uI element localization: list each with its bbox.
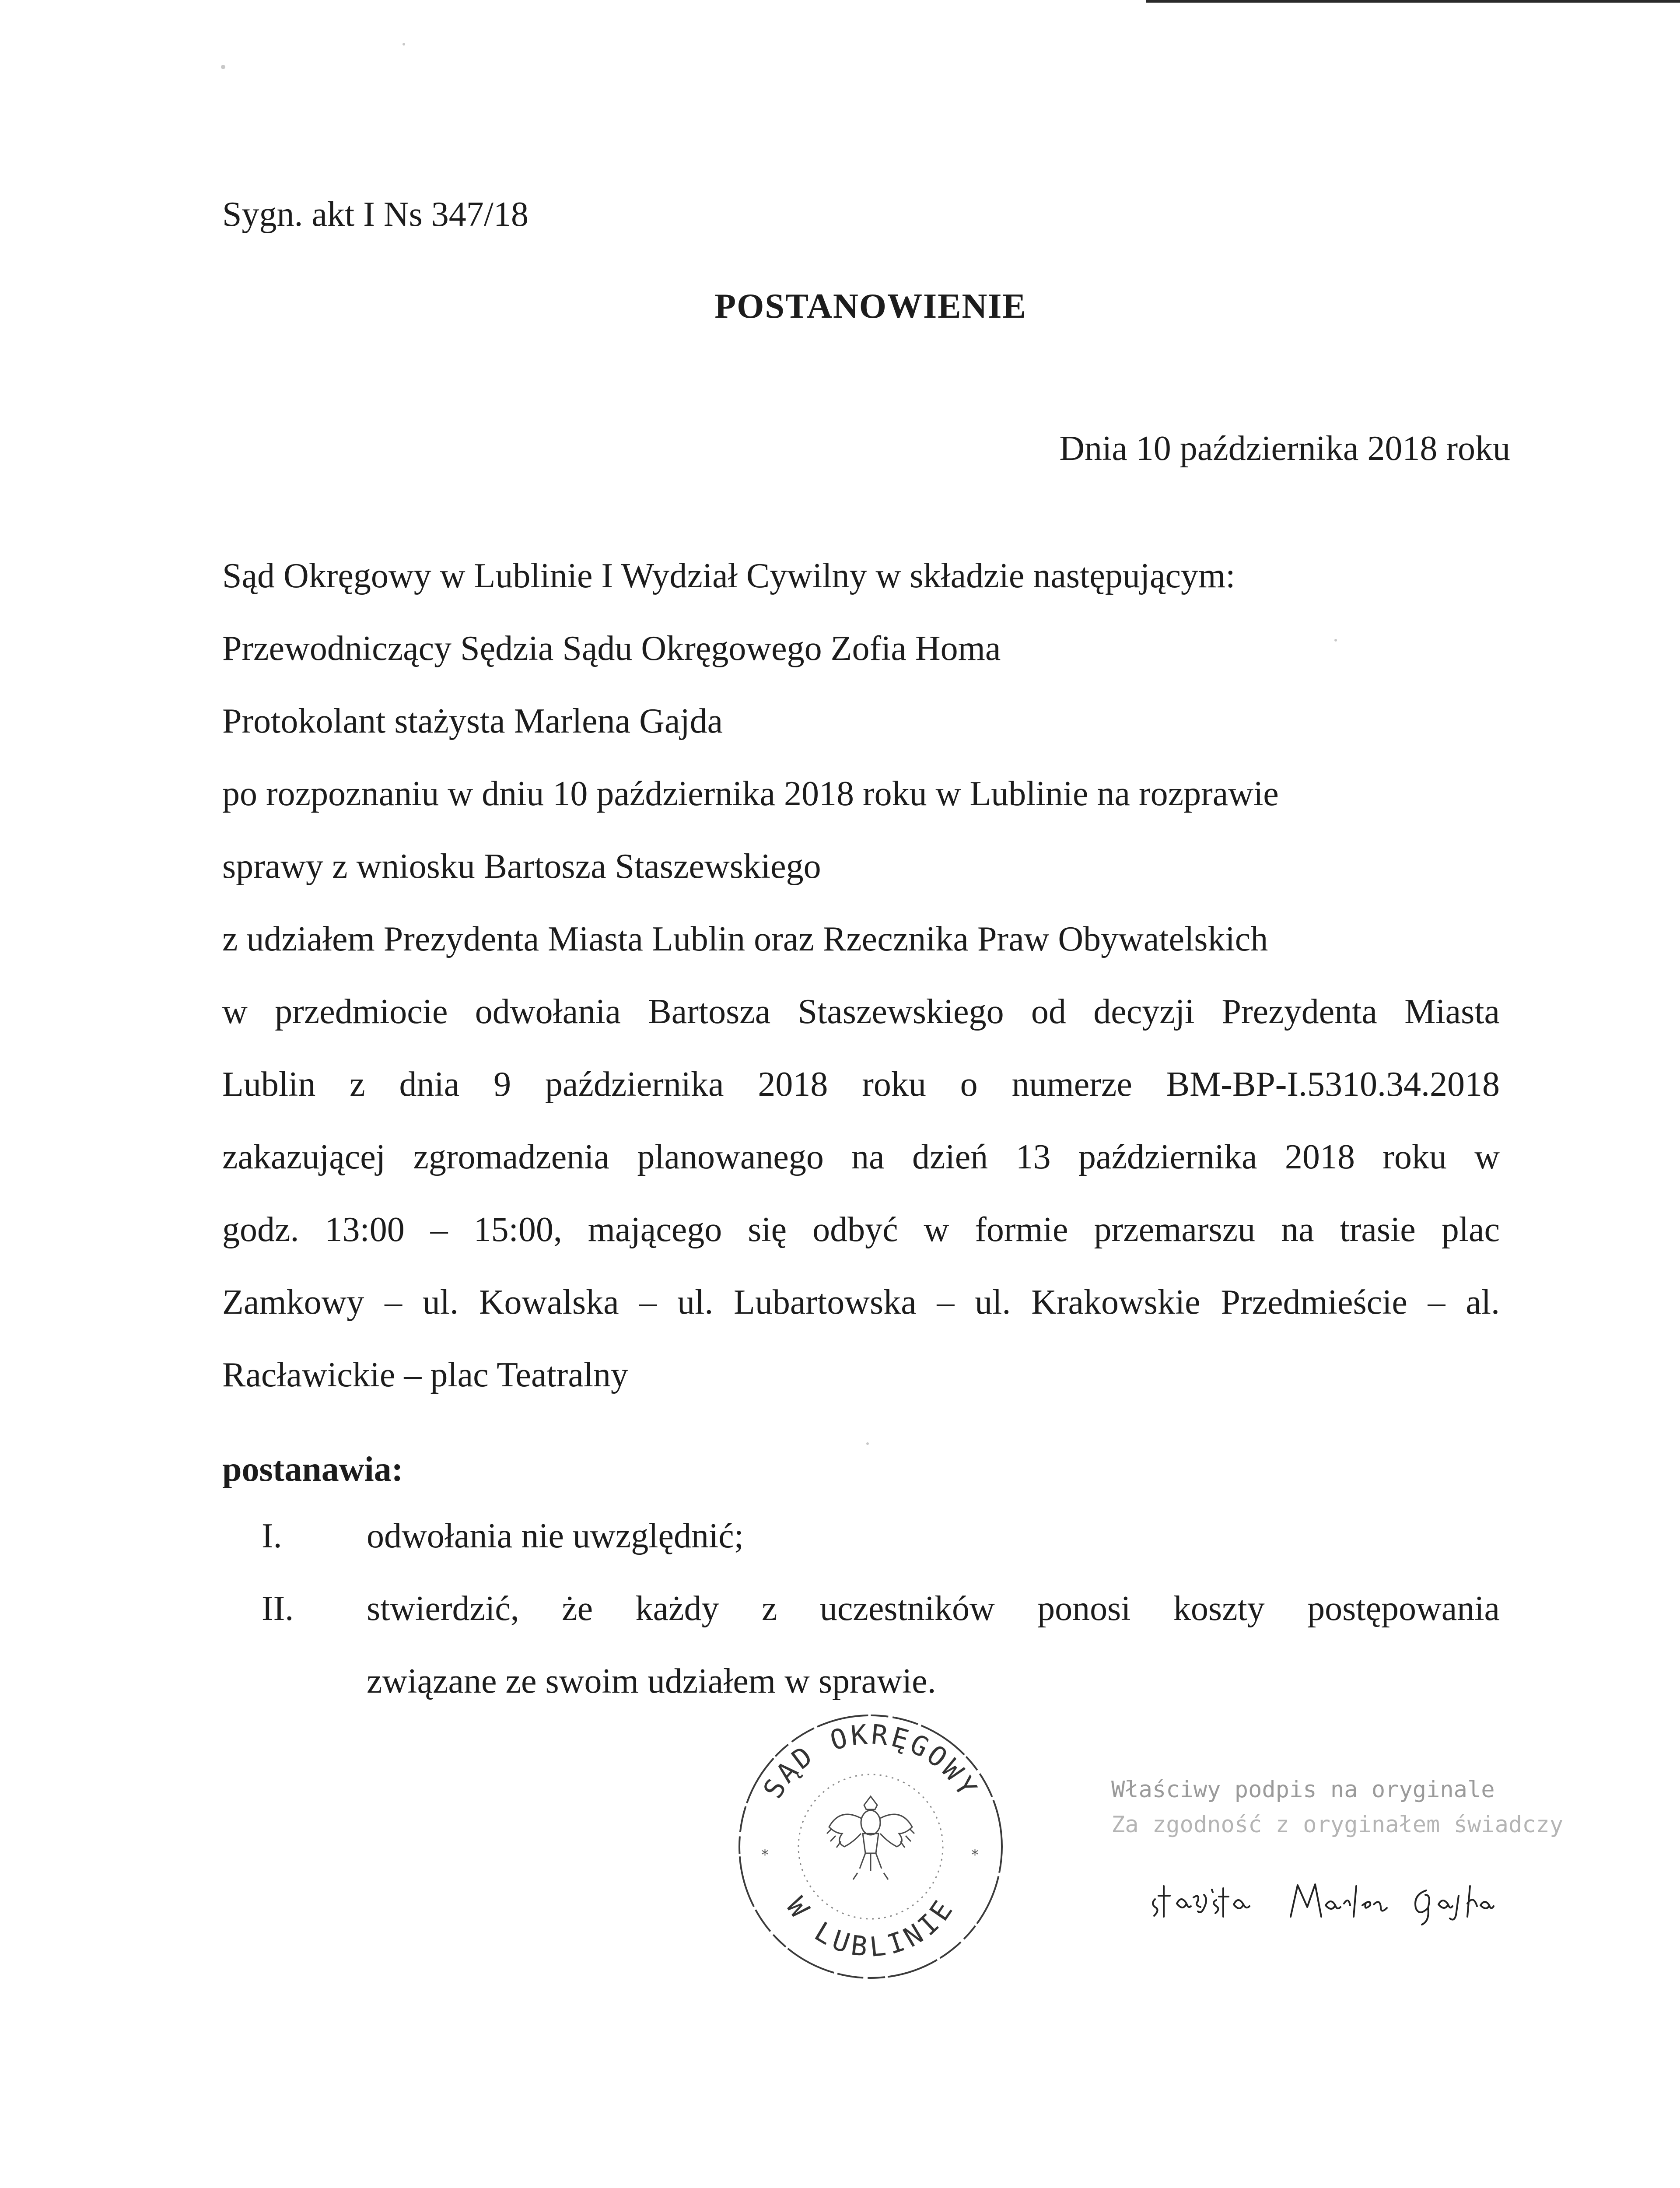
stamp-star-icon: * — [971, 1846, 979, 1864]
certification-stamp — [1111, 1772, 1563, 1842]
court-stamp — [726, 1702, 1015, 1991]
ruling-item — [262, 1588, 1500, 1702]
certification-line: Właściwy podpis na oryginale — [1111, 1777, 1495, 1803]
preamble-line: sprawy z wniosku Bartosza Staszewskiego — [222, 847, 821, 886]
certification-line: Za zgodność z oryginałem świadczy — [1111, 1812, 1564, 1838]
scan-speck — [221, 65, 225, 69]
preamble-line: Protokolant stażysta Marlena Gajda — [222, 702, 723, 740]
ruling-text-continued: związane ze swoim udziałem w sprawie. — [367, 1662, 936, 1701]
ruling-item — [262, 1515, 1500, 1557]
stamp-star-icon: * — [761, 1846, 769, 1864]
decides-heading: postanawia: — [222, 1450, 403, 1489]
case-signature: Sygn. akt I Ns 347/18 — [222, 195, 528, 234]
scan-edge-line — [1146, 0, 1680, 3]
scan-speck — [866, 1442, 869, 1445]
handwritten-signature — [1146, 1869, 1531, 1934]
preamble-line: Sąd Okręgowy w Lublinie I Wydział Cywilny w składzie następującym: — [222, 557, 1236, 595]
preamble-line: Przewodniczący Sędzia Sądu Okręgowego Zofia Homa — [222, 629, 1001, 668]
ruling-number: I. — [262, 1517, 282, 1555]
ruling-number: II. — [262, 1589, 294, 1628]
ruling-text: odwołania nie uwzględnić; — [367, 1517, 744, 1555]
rulings-list — [262, 1515, 1500, 1733]
preamble-line: z udziałem Prezydenta Miasta Lublin oraz Rzecznika Praw Obywatelskich — [222, 920, 1268, 958]
document-date: Dnia 10 października 2018 roku — [1059, 429, 1510, 468]
decision-preamble — [222, 555, 1500, 1427]
preamble-line: godz. 13:00 – 15:00, mającego się odbyć w formie przemarszu na trasie plac — [222, 1210, 1500, 1249]
preamble-line: Racławickie – plac Teatralny — [222, 1356, 629, 1394]
preamble-line: po rozpoznaniu w dniu 10 października 2018 roku w Lublinie na rozprawie — [222, 775, 1279, 813]
eagle-emblem-icon — [827, 1796, 914, 1879]
document-title: POSTANOWIENIE — [714, 287, 1027, 326]
preamble-line: Zamkowy – ul. Kowalska – ul. Lubartowska – ul. Krakowskie Przedmieście – al. — [222, 1283, 1500, 1322]
stamp-bottom-text: W LUBLINIE — [780, 1891, 962, 1964]
preamble-line: Lublin z dnia 9 października 2018 roku o numerze BM-BP-I.5310.34.2018 — [222, 1065, 1500, 1104]
preamble-line: zakazującej zgromadzenia planowanego na dzień 13 października 2018 roku w — [222, 1138, 1500, 1176]
stamp-top-text: SĄD OKRĘGOWY — [756, 1718, 985, 1804]
preamble-line: w przedmiocie odwołania Bartosza Staszewskiego od decyzji Prezydenta Miasta — [222, 992, 1500, 1031]
scan-speck — [402, 43, 405, 46]
ruling-text: stwierdzić, że każdy z uczestników ponosi koszty postępowania — [367, 1589, 1500, 1628]
